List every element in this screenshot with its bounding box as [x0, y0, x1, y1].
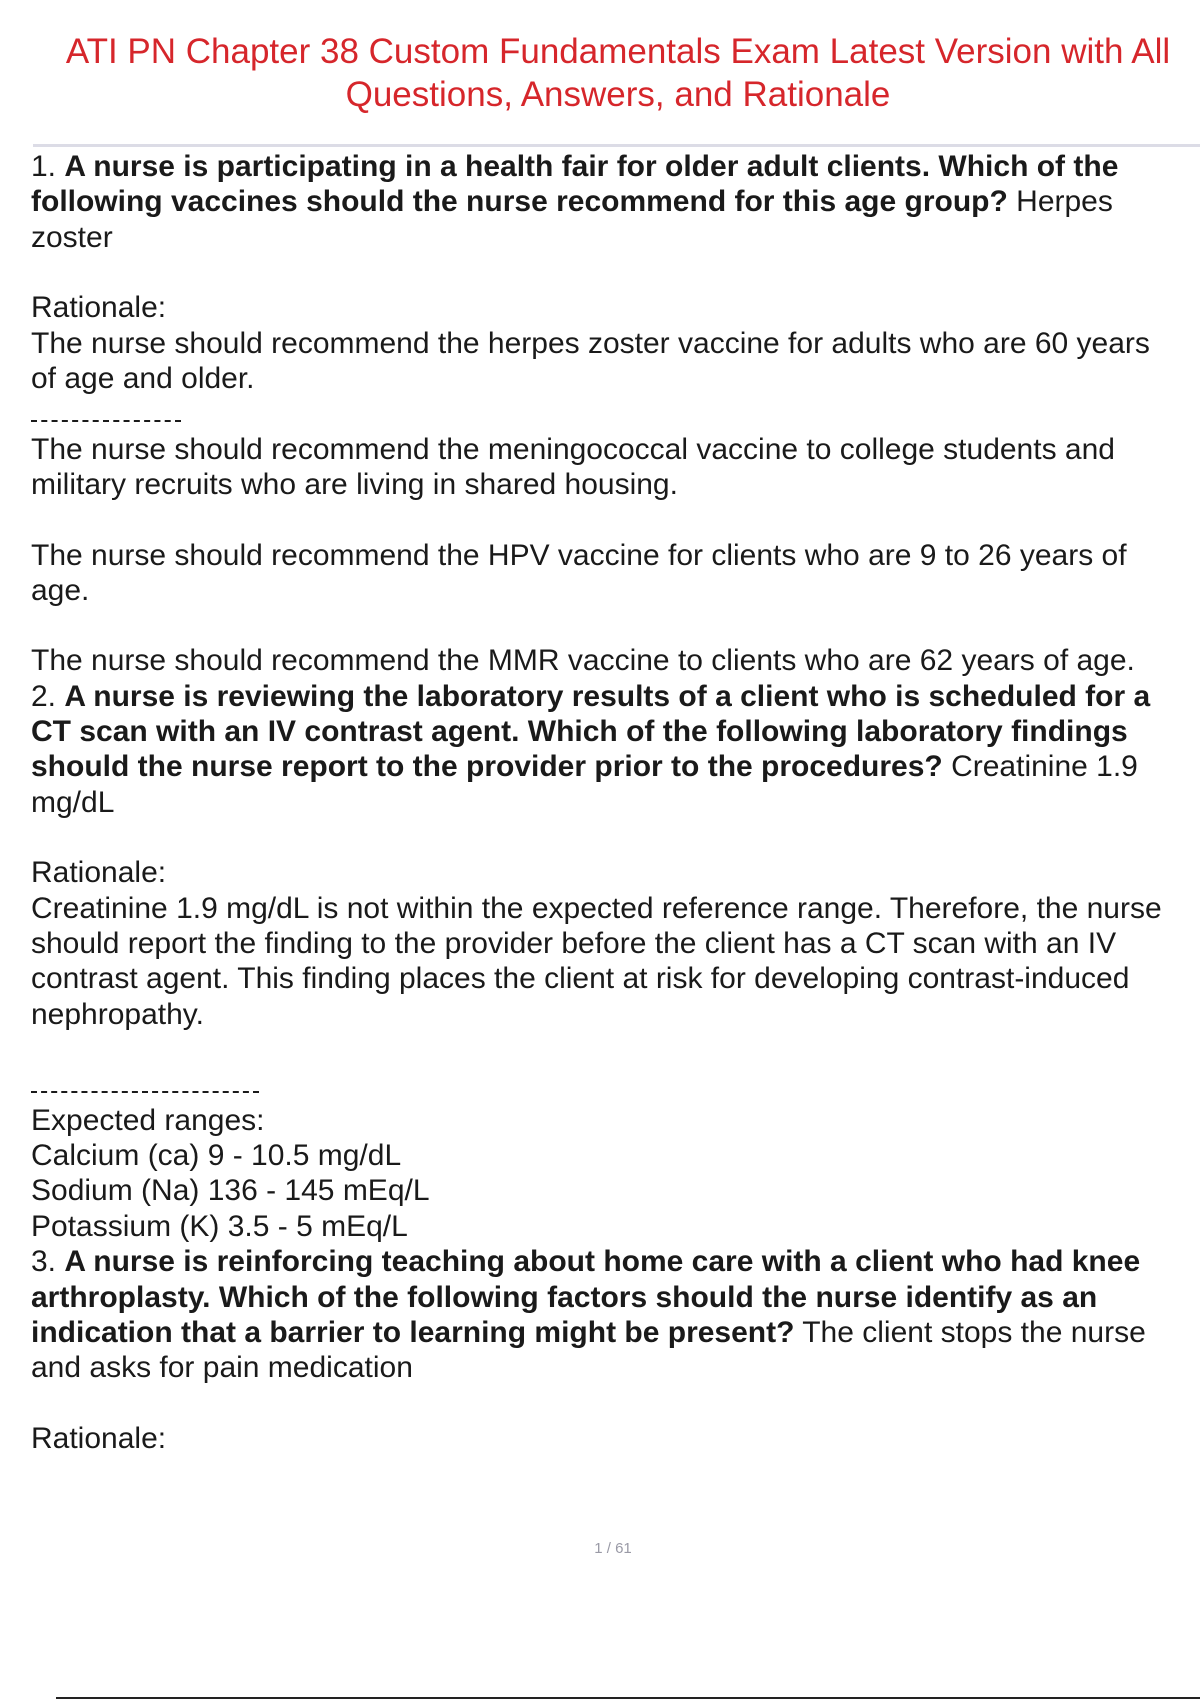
range-item: Potassium (K) 3.5 - 5 mEq/L: [31, 1209, 408, 1243]
title-line: Questions, Answers, and Rationale: [345, 75, 891, 114]
title-divider: [33, 144, 1200, 147]
distractor-text: The nurse should recommend the HPV vaccine for clients who are 9 to 26 years of: [31, 538, 1127, 572]
question-text: [31, 749, 1200, 784]
question-text: [31, 149, 1200, 184]
rationale-label: Rationale:: [31, 291, 167, 325]
distractor-text: military recruits who are living in shared housing.: [31, 468, 678, 502]
rationale-text: contrast agent. This finding places the client at risk for developing contrast-induced: [31, 962, 1130, 996]
question-1: [31, 149, 1200, 679]
rationale-text: nephropathy.: [31, 997, 204, 1031]
range-item: Sodium (Na) 136 - 145 mEq/L: [31, 1174, 430, 1208]
rationale-text: should report the finding to the provider before the client has a CT scan with an IV: [31, 927, 1117, 961]
distractor-text: The nurse should recommend the meningococcal vaccine to college students and: [31, 432, 1115, 466]
question-text: [31, 1244, 1200, 1279]
document-body: [31, 149, 1200, 1456]
question-stem: indication that a barrier to learning might be present?: [31, 1315, 795, 1349]
document-title: [0, 30, 1200, 116]
question-number: 1.: [31, 150, 65, 183]
answer-text: Herpes: [1007, 185, 1113, 219]
answer-text: The client stops the nurse: [794, 1315, 1146, 1349]
rationale-text: The nurse should recommend the herpes zoster vaccine for adults who are 60 years: [31, 326, 1150, 360]
question-3: [31, 1244, 1200, 1456]
question-stem: arthroplasty. Which of the following factors should the nurse identify as an: [31, 1280, 1098, 1314]
dashed-separator: [31, 1067, 1200, 1102]
question-stem: A nurse is reviewing the laboratory results of a client who is scheduled for a: [64, 679, 1151, 713]
question-text: [31, 679, 1200, 714]
range-item: Calcium (ca) 9 - 10.5 mg/dL: [31, 1138, 402, 1172]
answer-text: zoster: [31, 220, 113, 254]
question-stem: A nurse is reinforcing teaching about home care with a client who had knee: [64, 1245, 1141, 1279]
question-2: [31, 679, 1200, 1244]
ranges-label: Expected ranges:: [31, 1103, 265, 1137]
distractor-text: age.: [31, 573, 90, 607]
rationale-label: Rationale:: [31, 856, 167, 890]
question-stem: should the nurse report to the provider prior to the procedures?: [31, 750, 943, 784]
rationale-text: Creatinine 1.9 mg/dL is not within the expected reference range. Therefore, the nurse: [31, 891, 1162, 925]
question-stem: CT scan with an IV contrast agent. Which of the following laboratory findings: [31, 715, 1128, 749]
answer-text: and asks for pain medication: [31, 1351, 413, 1385]
question-text: [31, 1315, 1200, 1350]
title-line: ATI PN Chapter 38 Custom Fundamentals Exam Latest Version with All: [65, 32, 1171, 71]
answer-text: Creatinine 1.9: [942, 750, 1138, 784]
answer-text: mg/dL: [31, 785, 115, 819]
page-bottom-divider: [56, 1697, 1200, 1699]
question-number: 2.: [31, 679, 65, 713]
rationale-label: Rationale:: [31, 1421, 167, 1455]
question-text: [31, 184, 1200, 219]
rationale-text: of age and older.: [31, 361, 255, 395]
question-number: 3.: [31, 1245, 65, 1279]
dashed-separator: [31, 396, 1200, 431]
distractor-text: The nurse should recommend the MMR vaccine to clients who are 62 years of age.: [31, 644, 1135, 678]
page-indicator: 1 / 61: [594, 1540, 632, 1557]
question-stem: A nurse is participating in a health fair for older adult clients. Which of the: [64, 150, 1119, 183]
question-stem: following vaccines should the nurse recommend for this age group?: [31, 185, 1008, 219]
